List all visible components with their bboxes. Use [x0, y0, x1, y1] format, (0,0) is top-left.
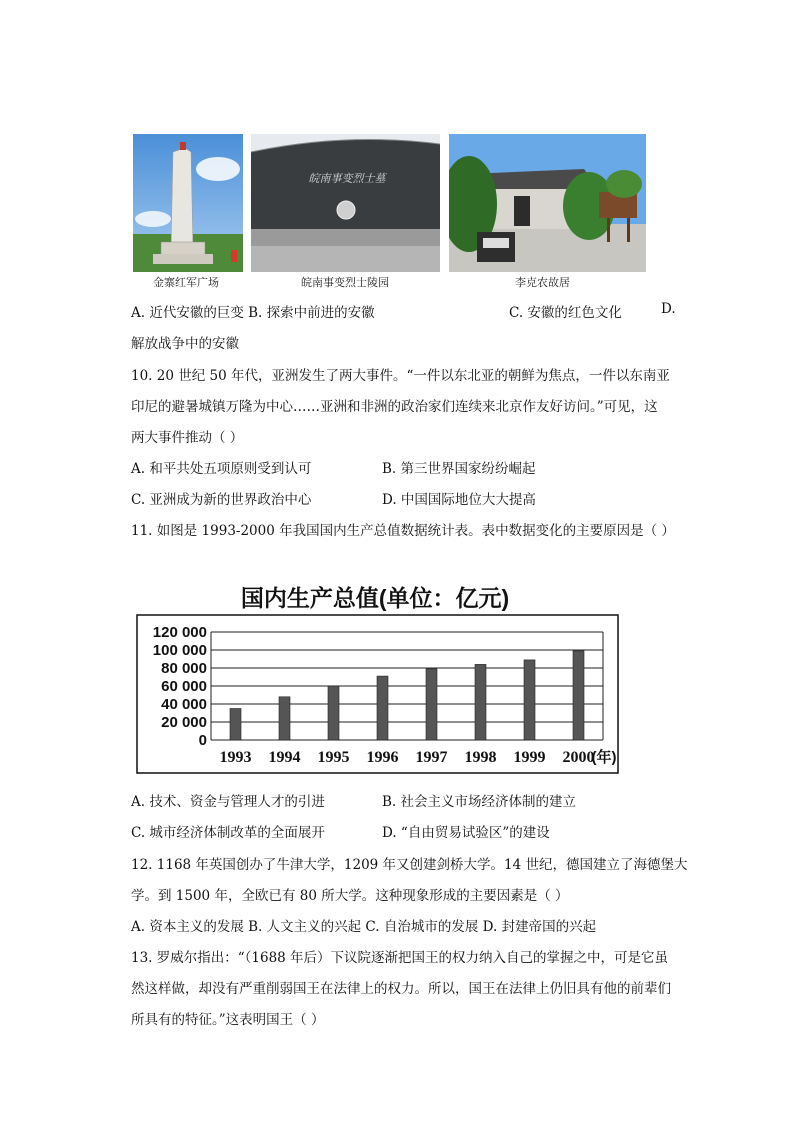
chart-bar [328, 686, 339, 740]
y-tick-label: 20 000 [161, 714, 207, 731]
memorial-inscription: 皖南事变烈士墓 [308, 172, 386, 185]
q9-option-d-label: D. [661, 301, 676, 317]
q13-stem-line1: 13. 罗威尔指出：“（1688 年后）下议院逐渐把国王的权力纳入自己的掌握之中，可是它虽 [131, 950, 669, 966]
chart-bar [230, 709, 241, 741]
photo-caption: 皖南事变烈士陵园 [301, 276, 389, 289]
q9-option-d-text: 解放战争中的安徽 [131, 336, 239, 352]
q9-option-c: C. 安徽的红色文化 [509, 305, 622, 321]
photo-wannan-incident-cemetery [251, 134, 440, 272]
x-tick-label: 1994 [268, 749, 301, 766]
x-unit-label: (年) [591, 749, 617, 766]
x-tick-label: 1996 [366, 749, 399, 766]
x-tick-label: 1995 [317, 749, 350, 766]
photo-li-kenong-former-residence [449, 134, 646, 272]
former-residence-photo [449, 134, 646, 272]
y-tick-label: 60 000 [161, 678, 207, 695]
y-tick-label: 100 000 [152, 642, 207, 659]
x-tick-label: 2000 [562, 749, 595, 766]
chart-bar [426, 669, 437, 740]
q12-stem-line1: 12. 1168 年英国创办了牛津大学，1209 年又创建剑桥大学。14 世纪，德国建立了海德堡大 [131, 857, 688, 873]
chart-bar [279, 697, 290, 740]
photo-caption: 李克农故居 [515, 276, 570, 289]
q12-options: A. 资本主义的发展 B. 人文主义的兴起 C. 自治城市的发展 D. 封建帝国的兴起 [131, 919, 597, 935]
y-tick-label: 80 000 [161, 660, 207, 677]
q10-option-c: C. 亚洲成为新的世界政治中心 [131, 492, 312, 508]
y-tick-label: 0 [198, 732, 207, 749]
q11-option-c: C. 城市经济体制改革的全面展开 [131, 825, 325, 841]
gdp-chart [131, 578, 623, 778]
q11-option-d: D. “自由贸易试验区”的建设 [382, 825, 550, 841]
photo-jinzhai-red-army-square [133, 134, 243, 272]
x-tick-label: 1999 [513, 749, 546, 766]
photo-caption: 金寨红军广场 [153, 276, 219, 289]
x-tick-label: 1993 [219, 749, 252, 766]
chart-bar [524, 660, 535, 740]
chart-bar [475, 664, 486, 740]
q10-option-a: A. 和平共处五项原则受到认可 [131, 461, 312, 477]
q10-stem-line1: 10. 20 世纪 50 年代，亚洲发生了两大事件。“一件以东北亚的朝鲜为焦点，一件以东南亚 [131, 368, 670, 384]
chart-title: 国内生产总值(单位：亿元) [240, 585, 510, 611]
monument-tower-photo [133, 134, 243, 272]
chart-bar [377, 676, 388, 740]
q10-option-d: D. 中国国际地位大大提高 [382, 492, 536, 508]
q10-stem-line3: 两大事件推动（ ） [131, 430, 244, 446]
q10-option-b: B. 第三世界国家纷纷崛起 [382, 461, 536, 477]
chart-bar [573, 651, 584, 740]
q11-stem: 11. 如图是 1993-2000 年我国国内生产总值数据统计表。表中数据变化的主要原因是（ ） [131, 523, 675, 539]
q11-option-a: A. 技术、资金与管理人才的引进 [131, 794, 325, 810]
x-tick-label: 1997 [415, 749, 448, 766]
q12-stem-line2: 学。到 1500 年，全欧已有 80 所大学。这种现象形成的主要因素是（ ） [131, 888, 569, 904]
q9-options-ab: A. 近代安徽的巨变 B. 探索中前进的安徽 [131, 305, 375, 321]
x-tick-label: 1998 [464, 749, 497, 766]
memorial-wall-photo [251, 134, 440, 272]
y-tick-label: 40 000 [161, 696, 207, 713]
gdp-chart-svg [131, 578, 623, 778]
q13-stem-line2: 然这样做，却没有严重削弱国王在法律上的权力。所以，国王在法律上仍旧具有他的前辈们 [131, 981, 671, 997]
q11-option-b: B. 社会主义市场经济体制的建立 [382, 794, 577, 810]
y-tick-label: 120 000 [152, 624, 207, 641]
q13-stem-line3: 所具有的特征。”这表明国王（ ） [131, 1012, 325, 1028]
q10-stem-line2: 印尼的避暑城镇万隆为中心……亚洲和非洲的政治家们连续来北京作友好访问。”可见，这 [131, 399, 658, 415]
